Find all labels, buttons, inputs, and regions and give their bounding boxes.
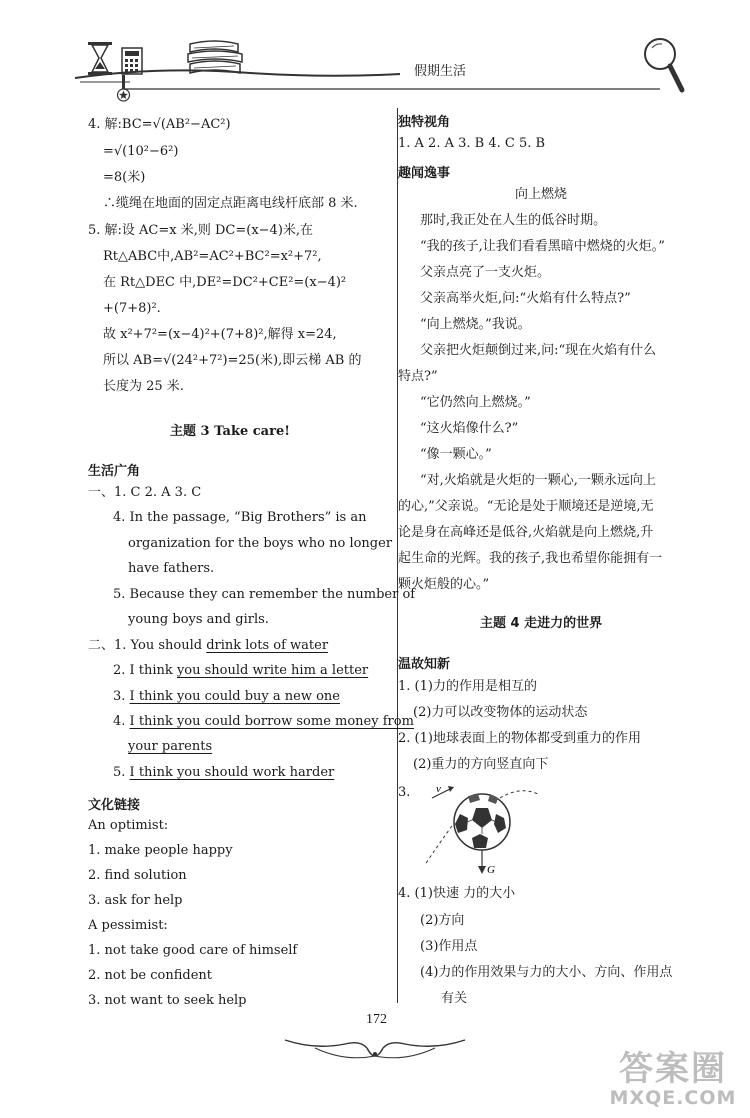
review2-line-5: 有关: [441, 991, 468, 1006]
culture-line-6: 1. not take good care of himself: [88, 943, 298, 958]
story-line-7: 特点?”: [398, 369, 438, 384]
story-line-5: “向上燃烧。”我说。: [420, 317, 531, 332]
culture-line-1: An optimist:: [88, 818, 169, 833]
review2-line-4: (4)力的作用效果与力的大小、方向、作用点: [420, 965, 673, 980]
story-title: 向上燃烧: [515, 187, 568, 202]
culture-line-4: 3. ask for help: [88, 893, 183, 908]
calculator-icon: [122, 48, 142, 74]
part2-answer-5: 5. I think you should work harder: [113, 765, 335, 780]
section-culture: 文化链接: [88, 798, 141, 813]
section-story: 趣闻逸事: [398, 166, 451, 181]
q5-line-2: Rt△ABC中,AB²=AC²+BC²=x²+7²,: [103, 249, 322, 264]
star-icon: [118, 89, 130, 101]
watermark-sub: MXQE.COM: [609, 1087, 737, 1109]
part2-answer-3: 3. I think you could buy a new one: [113, 689, 340, 704]
book-stack-icon: [188, 41, 242, 73]
story-line-3: 父亲点亮了一支火炬。: [420, 265, 551, 280]
q4-line-4: ∴缆绳在地面的固定点距离电线杆底部 8 米.: [103, 196, 358, 211]
q5-line-4: +(7+8)².: [103, 301, 161, 316]
review-line-2: (2)力可以改变物体的运动状态: [413, 705, 588, 720]
review2-line-2: (2)方向: [420, 913, 465, 928]
review-line-4: (2)重力的方向竖直向下: [413, 757, 549, 772]
header-decoration: [70, 20, 690, 110]
review2-line-1: 4. (1)快速 力的大小: [398, 886, 516, 901]
review2-line-3: (3)作用点: [420, 939, 478, 954]
part2-answer-4: 4. I think you could borrow some money from: [113, 714, 414, 729]
soccer-ball-figure: [410, 778, 545, 878]
section-life: 生活广角: [88, 464, 141, 479]
watermark-logo: [608, 1050, 738, 1108]
story-line-10: “像一颗心。”: [420, 447, 492, 462]
story-line-11: “对,火焰就是火炬的一颗心,一颗永远向上: [420, 473, 656, 488]
story-line-6: 父亲把火炬颠倒过来,问:“现在火焰有什么: [420, 343, 657, 358]
story-line-8: “它仍然向上燃烧。”: [420, 395, 531, 410]
culture-line-8: 3. not want to seek help: [88, 993, 247, 1008]
story-line-1: 那时,我正处在人生的低谷时期。: [420, 213, 607, 228]
part2-answer-4-cont: your parents: [128, 739, 213, 754]
part2-answer-1: 二、1. You should drink lots of water: [88, 638, 329, 653]
section-review: 温故知新: [398, 657, 451, 672]
section-unique-view: 独特视角: [398, 115, 451, 130]
part1-line-1: 一、1. C 2. A 3. C: [88, 485, 202, 500]
story-line-4: 父亲高举火炬,问:“火焰有什么特点?”: [420, 291, 631, 306]
culture-line-5: A pessimist:: [88, 918, 168, 933]
q5-line-1: 5. 解:设 AC=x 米,则 DC=(x−4)米,在: [88, 223, 314, 238]
culture-line-7: 2. not be confident: [88, 968, 213, 983]
culture-line-3: 2. find solution: [88, 868, 187, 883]
part1-line-5: 5. Because they can remember the number of: [113, 587, 416, 602]
q4-line-3: =8(米): [103, 170, 146, 185]
culture-line-2: 1. make people happy: [88, 843, 233, 858]
part1-line-3: organization for the boys who no longer: [128, 536, 393, 551]
review-line-1: 1. (1)力的作用是相互的: [398, 679, 537, 694]
story-line-12: 的心,”父亲说。“无论是处于顺境还是逆境,无: [398, 499, 654, 514]
q4-line-1: 4. 解:BC=√(AB²−AC²): [88, 117, 231, 132]
header-title: 假期生活: [414, 64, 467, 79]
q4-line-2: =√(10²−6²): [103, 144, 179, 159]
part1-line-2: 4. In the passage, “Big Brothers” is an: [113, 510, 367, 525]
review-line-5: 3.: [398, 785, 411, 800]
story-line-9: “这火焰像什么?”: [420, 421, 519, 436]
hourglass-icon: [88, 42, 112, 75]
story-line-13: 论是身在高峰还是低谷,火焰就是向上燃烧,升: [398, 525, 654, 540]
story-line-14: 起生命的光辉。我的孩子,我也希望你能拥有一: [398, 551, 663, 566]
watermark-main: 答案圈: [619, 1049, 727, 1089]
magnifier-icon: [645, 39, 682, 90]
part1-line-4: have fathers.: [128, 561, 215, 576]
topic-4-title: 主题 4 走进力的世界: [480, 616, 603, 631]
part2-answer-2: 2. I think you should write him a letter: [113, 663, 369, 678]
topic-3-title: 主题 3 Take care!: [170, 424, 290, 439]
view-answers: 1. A 2. A 3. B 4. C 5. B: [398, 136, 546, 151]
part1-line-6: young boys and girls.: [128, 612, 269, 627]
q5-line-7: 长度为 25 米.: [103, 379, 184, 394]
story-line-15: 颗火炬般的心。”: [398, 577, 490, 592]
story-line-2: “我的孩子,让我们看看黑暗中燃烧的火炬。”: [420, 239, 665, 254]
q5-line-5: 故 x²+7²=(x−4)²+(7+8)²,解得 x=24,: [103, 327, 337, 342]
velocity-label: v: [436, 783, 441, 795]
q5-line-3: 在 Rt△DEC 中,DE²=DC²+CE²=(x−4)²: [103, 275, 347, 290]
review-line-3: 2. (1)地球表面上的物体都受到重力的作用: [398, 731, 641, 746]
gravity-label: G: [487, 864, 495, 876]
page-number: 172: [366, 1012, 387, 1027]
q5-line-6: 所以 AB=√(24²+7²)=25(米),即云梯 AB 的: [103, 353, 362, 368]
